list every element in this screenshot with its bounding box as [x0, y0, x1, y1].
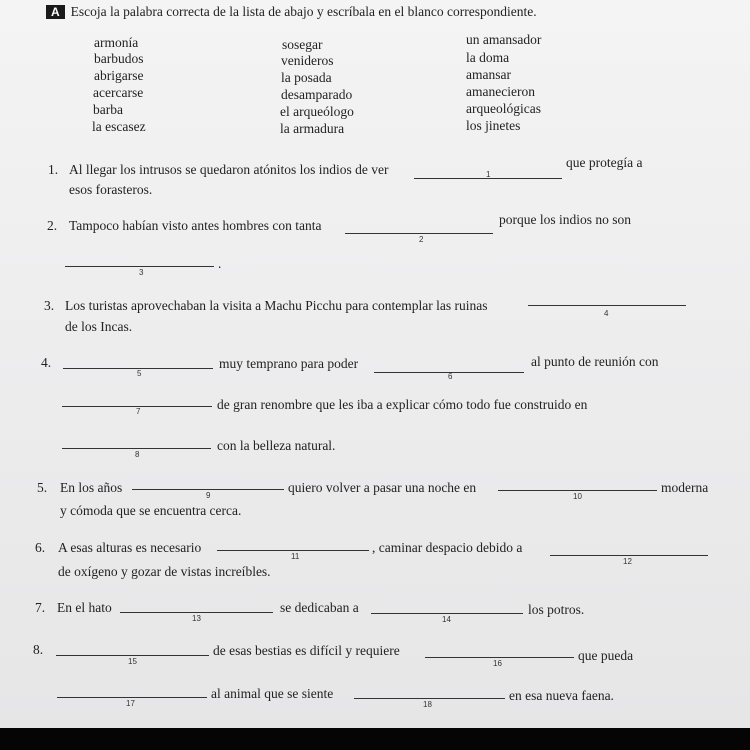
sentence-text: con la belleza natural. — [217, 438, 336, 453]
sentence-text: que protegía a — [566, 155, 643, 170]
blank-number: 17 — [126, 699, 135, 708]
item-number: 6. — [35, 540, 46, 555]
sentence-text: Tampoco habían visto antes hombres con tanta — [69, 218, 322, 233]
sentence-text: , caminar despacio debido a — [372, 540, 523, 555]
instruction-text: Escoja la palabra correcta de la lista de abajo y escríbala en el blanco correspondiente. — [70, 4, 537, 19]
word-bank-item: acercarse — [93, 85, 144, 100]
blank-number: 7 — [136, 407, 141, 416]
word-bank-item: amansar — [466, 67, 511, 82]
answer-blank-18[interactable] — [354, 698, 505, 699]
blank-number: 15 — [128, 657, 137, 666]
answer-blank-2[interactable] — [345, 233, 493, 234]
answer-blank-17[interactable] — [57, 697, 207, 698]
sentence-text: en esa nueva faena. — [509, 688, 614, 703]
sentence-period: . — [218, 256, 222, 271]
blank-number: 16 — [493, 659, 502, 668]
instruction-header — [46, 4, 537, 20]
answer-blank-16[interactable] — [425, 657, 574, 658]
word-bank-item: armonía — [94, 35, 139, 50]
answer-blank-14[interactable] — [371, 613, 523, 614]
blank-number: 10 — [573, 492, 582, 501]
sentence-text: En el hato — [57, 600, 112, 615]
word-bank-item: venideros — [281, 53, 334, 68]
sentence-text: de esas bestias es difícil y requiere — [213, 643, 400, 658]
answer-blank-15[interactable] — [56, 655, 209, 656]
blank-number: 9 — [206, 491, 211, 500]
sentence-text: de oxígeno y gozar de vistas increíbles. — [58, 564, 271, 579]
sentence-text: que pueda — [578, 648, 634, 663]
blank-number: 1 — [486, 170, 491, 179]
blank-number: 18 — [423, 700, 432, 709]
blank-number: 3 — [139, 268, 144, 277]
word-bank-item: desamparado — [281, 87, 353, 102]
sentence-text: muy temprano para poder — [219, 356, 359, 371]
blank-number: 8 — [135, 450, 140, 459]
word-bank-item: abrigarse — [94, 68, 144, 83]
answer-blank-9[interactable] — [132, 489, 284, 490]
blank-number: 5 — [137, 369, 142, 378]
answer-blank-11[interactable] — [217, 550, 369, 551]
sentence-text: quiero volver a pasar una noche en — [288, 480, 477, 495]
blank-number: 2 — [419, 235, 424, 244]
sentence-text: se dedicaban a — [280, 600, 359, 615]
photo-bottom-edge — [0, 728, 750, 750]
item-number: 4. — [41, 355, 52, 370]
item-number: 2. — [47, 218, 58, 233]
sentence-text: y cómoda que se encuentra cerca. — [60, 503, 242, 518]
answer-blank-10[interactable] — [498, 490, 657, 491]
item-number: 5. — [37, 480, 48, 495]
word-bank-item: barba — [93, 102, 123, 117]
sentence-text: Al llegar los intrusos se quedaron atónitos los indios de ver — [69, 162, 389, 177]
item-number: 1. — [48, 162, 59, 177]
answer-blank-12[interactable] — [550, 555, 708, 556]
word-bank-item: la escasez — [92, 119, 146, 134]
word-bank-item: la posada — [281, 70, 332, 85]
word-bank-item: los jinetes — [466, 118, 521, 133]
sentence-text: esos forasteros. — [69, 182, 153, 197]
word-bank-item: la doma — [466, 50, 510, 65]
word-bank-item: el arqueólogo — [280, 104, 354, 119]
word-bank-item: la armadura — [280, 121, 345, 136]
sentence-text: Los turistas aprovechaban la visita a Machu Picchu para contemplar las ruinas — [65, 298, 488, 313]
answer-blank-13[interactable] — [120, 612, 273, 613]
blank-number: 14 — [442, 615, 451, 624]
sentence-text: En los años — [60, 480, 123, 495]
item-number: 7. — [35, 600, 46, 615]
blank-number: 12 — [623, 557, 632, 566]
item-number: 3. — [44, 298, 55, 313]
word-bank-item: barbudos — [94, 51, 144, 66]
answer-blank-4[interactable] — [528, 305, 686, 306]
item-number: 8. — [33, 642, 44, 657]
blank-number: 6 — [448, 372, 453, 381]
sentence-text: moderna — [661, 480, 709, 495]
sentence-text: A esas alturas es necesario — [58, 540, 202, 555]
answer-blank-8[interactable] — [62, 448, 211, 449]
section-badge: A — [46, 5, 65, 19]
sentence-text: al punto de reunión con — [531, 354, 659, 369]
sentence-text: al animal que se siente — [211, 686, 334, 701]
sentence-text: de gran renombre que les iba a explicar cómo todo fue construido en — [217, 397, 588, 412]
word-bank-item: arqueológicas — [466, 101, 541, 116]
sentence-text: los potros. — [528, 602, 585, 617]
word-bank-item: sosegar — [282, 37, 323, 52]
answer-blank-3[interactable] — [65, 266, 214, 267]
blank-number: 4 — [604, 309, 609, 318]
blank-number: 11 — [291, 552, 300, 561]
word-bank-item: amanecieron — [466, 84, 535, 99]
blank-number: 13 — [192, 614, 201, 623]
sentence-text: de los Incas. — [65, 319, 133, 334]
word-bank-item: un amansador — [466, 32, 542, 47]
sentence-text: porque los indios no son — [499, 212, 632, 227]
